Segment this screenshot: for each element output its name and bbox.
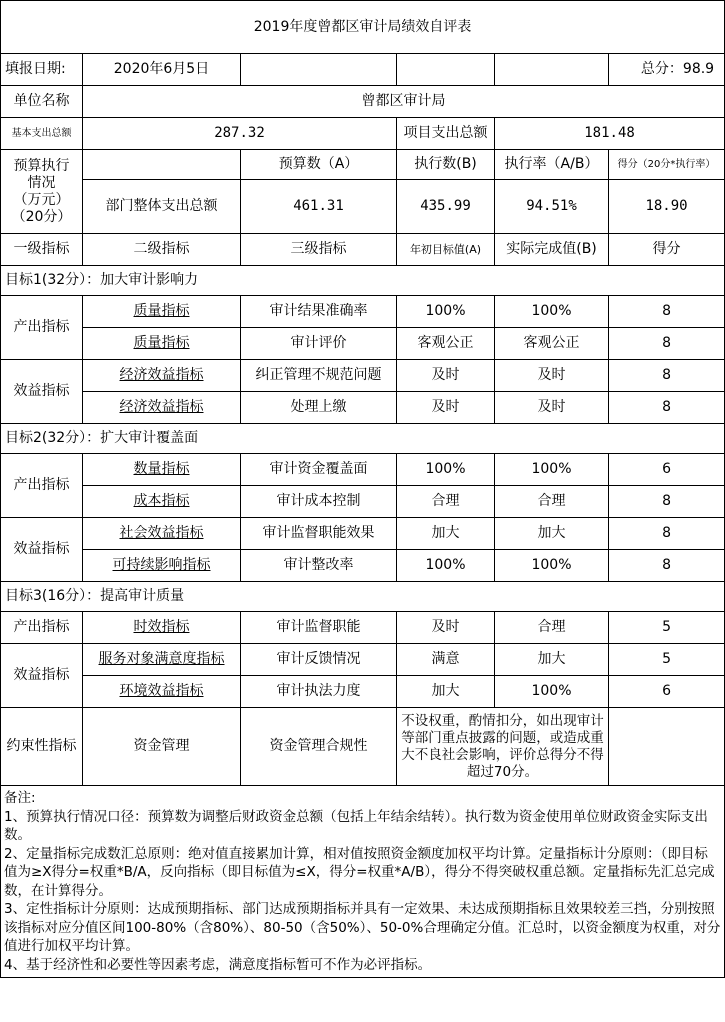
target-header: 年初目标值(A) xyxy=(397,234,495,266)
target-cell: 合理 xyxy=(397,486,495,518)
level2-cell: 经济效益指标 xyxy=(83,392,241,424)
level1-cell: 产出指标 xyxy=(1,612,83,644)
level1-cell: 产出指标 xyxy=(1,454,83,518)
note-item: 1、预算执行情况口径：预算数为调整后财政资金总额（包括上年结余结转）。执行数为资金使用单位财政资金实际支出数。 xyxy=(4,808,708,843)
target-cell: 加大 xyxy=(397,518,495,550)
empty-cell xyxy=(241,54,397,86)
constraint-level2: 资金管理 xyxy=(83,708,241,786)
budget-label-line: （20分） xyxy=(11,208,72,225)
actual-cell: 100% xyxy=(495,296,609,328)
level3-cell: 处理上缴 xyxy=(241,392,397,424)
fill-date-label: 填报日期: xyxy=(1,54,83,86)
project-expenditure-value: 181.48 xyxy=(495,118,725,150)
note-item: 4、基于经济性和必要性等因素考虑，满意度指标暂可不作为必评指标。 xyxy=(4,956,432,973)
score-cell: 5 xyxy=(609,612,725,644)
score-cell: 8 xyxy=(609,360,725,392)
budget-label-line: 情况 xyxy=(27,174,56,191)
level1-cell: 产出指标 xyxy=(1,296,83,360)
target-cell: 100% xyxy=(397,550,495,582)
level3-cell: 审计资金覆盖面 xyxy=(241,454,397,486)
col-rate-header: 执行率（A/B） xyxy=(495,150,609,180)
target-cell: 满意 xyxy=(397,644,495,676)
level2-cell: 服务对象满意度指标 xyxy=(83,644,241,676)
score-cell: 8 xyxy=(609,296,725,328)
budget-label-line: （万元） xyxy=(13,191,70,208)
actual-cell: 客观公正 xyxy=(495,328,609,360)
level2-cell: 社会效益指标 xyxy=(83,518,241,550)
level1-header: 一级指标 xyxy=(1,234,83,266)
actual-cell: 100% xyxy=(495,454,609,486)
level2-cell: 数量指标 xyxy=(83,454,241,486)
budget-value: 461.31 xyxy=(241,180,397,234)
level2-cell: 时效指标 xyxy=(83,612,241,644)
target-cell: 及时 xyxy=(397,612,495,644)
level3-cell: 审计整改率 xyxy=(241,550,397,582)
budget-row-label: 部门整体支出总额 xyxy=(83,180,241,234)
budget-score-value: 18.90 xyxy=(609,180,725,234)
empty-cell xyxy=(83,150,241,180)
level3-cell: 纠正管理不规范问题 xyxy=(241,360,397,392)
note-item: 2、定量指标完成数汇总原则：绝对值直接累加计算，相对值按照资金额度加权平均计算。定量指标计分原则：（即目标值为≥X得分=权重*B/A，反向指标（即目标值为≤X，得分=权重*A/B），得分不得突破权重总额。定量指标先汇总完成数，在计算得分。 xyxy=(4,845,715,899)
score-cell: 5 xyxy=(609,644,725,676)
score-cell: 8 xyxy=(609,518,725,550)
score-header: 得分 xyxy=(609,234,725,266)
target-cell: 加大 xyxy=(397,676,495,708)
empty-cell xyxy=(397,54,495,86)
level3-cell: 审计执法力度 xyxy=(241,676,397,708)
score-cell: 8 xyxy=(609,550,725,582)
actual-cell: 加大 xyxy=(495,644,609,676)
project-expenditure-label: 项目支出总额 xyxy=(397,118,495,150)
total-score: 总分：98.9 xyxy=(609,54,725,86)
actual-header: 实际完成值(B) xyxy=(495,234,609,266)
score-cell: 8 xyxy=(609,392,725,424)
unit-label: 单位名称 xyxy=(1,86,83,118)
goal-title: 目标3(16分）：提高审计质量 xyxy=(1,582,725,612)
basic-expenditure-label: 基本支出总额 xyxy=(1,118,83,150)
level3-cell: 审计结果准确率 xyxy=(241,296,397,328)
level1-cell: 效益指标 xyxy=(1,644,83,708)
score-cell: 6 xyxy=(609,454,725,486)
target-cell: 及时 xyxy=(397,360,495,392)
actual-cell: 及时 xyxy=(495,360,609,392)
empty-cell xyxy=(495,54,609,86)
page-title: 2019年度曾都区审计局绩效自评表 xyxy=(1,1,725,54)
goal-title: 目标1(32分）：加大审计影响力 xyxy=(1,266,725,296)
level2-cell: 质量指标 xyxy=(83,328,241,360)
col-exec-header: 执行数(B) xyxy=(397,150,495,180)
actual-cell: 加大 xyxy=(495,518,609,550)
actual-cell: 合理 xyxy=(495,486,609,518)
score-cell: 6 xyxy=(609,676,725,708)
exec-value: 435.99 xyxy=(397,180,495,234)
actual-cell: 及时 xyxy=(495,392,609,424)
goal-title: 目标2(32分）：扩大审计覆盖面 xyxy=(1,424,725,454)
level2-cell: 成本指标 xyxy=(83,486,241,518)
col-budget-header: 预算数（A） xyxy=(241,150,397,180)
score-cell: 8 xyxy=(609,486,725,518)
level1-cell: 效益指标 xyxy=(1,360,83,424)
basic-expenditure-value: 287.32 xyxy=(83,118,397,150)
score-cell: 8 xyxy=(609,328,725,360)
level3-cell: 审计反馈情况 xyxy=(241,644,397,676)
level2-cell: 环境效益指标 xyxy=(83,676,241,708)
level2-cell: 经济效益指标 xyxy=(83,360,241,392)
constraint-level1: 约束性指标 xyxy=(1,708,83,786)
level3-cell: 审计监督职能 xyxy=(241,612,397,644)
actual-cell: 100% xyxy=(495,676,609,708)
constraint-text: 不设权重，酌情扣分，如出现审计等部门重点披露的问题，或造成重大不良社会影响，评价总得分不得超过70分。 xyxy=(397,708,609,786)
fill-date-value: 2020年6月5日 xyxy=(83,54,241,86)
level3-cell: 审计评价 xyxy=(241,328,397,360)
actual-cell: 100% xyxy=(495,550,609,582)
notes-section xyxy=(1,786,725,978)
budget-label-line: 预算执行 xyxy=(13,157,70,174)
target-cell: 及时 xyxy=(397,392,495,424)
level2-cell: 质量指标 xyxy=(83,296,241,328)
level2-header: 二级指标 xyxy=(83,234,241,266)
rate-value: 94.51% xyxy=(495,180,609,234)
level3-cell: 审计成本控制 xyxy=(241,486,397,518)
empty-cell xyxy=(609,708,725,786)
actual-cell: 合理 xyxy=(495,612,609,644)
target-cell: 100% xyxy=(397,454,495,486)
budget-section-label xyxy=(1,150,83,234)
target-cell: 客观公正 xyxy=(397,328,495,360)
note-item: 3、定性指标计分原则：达成预期指标、部门达成预期指标并具有一定效果、未达成预期指标且效果较差三挡，分别按照该指标对应分值区间100-80%（含80%）、80-50（含50%）、50-0%合理确定分值。汇总时，以资金额度为权重，对分值进行加权平均计算。 xyxy=(4,901,721,954)
notes-heading: 备注: xyxy=(4,790,36,806)
level1-cell: 效益指标 xyxy=(1,518,83,582)
constraint-level3: 资金管理合规性 xyxy=(241,708,397,786)
target-cell: 100% xyxy=(397,296,495,328)
col-score-header: 得分（20分*执行率） xyxy=(609,150,725,180)
level3-header: 三级指标 xyxy=(241,234,397,266)
level2-cell: 可持续影响指标 xyxy=(83,550,241,582)
level3-cell: 审计监督职能效果 xyxy=(241,518,397,550)
unit-value: 曾都区审计局 xyxy=(83,86,725,118)
